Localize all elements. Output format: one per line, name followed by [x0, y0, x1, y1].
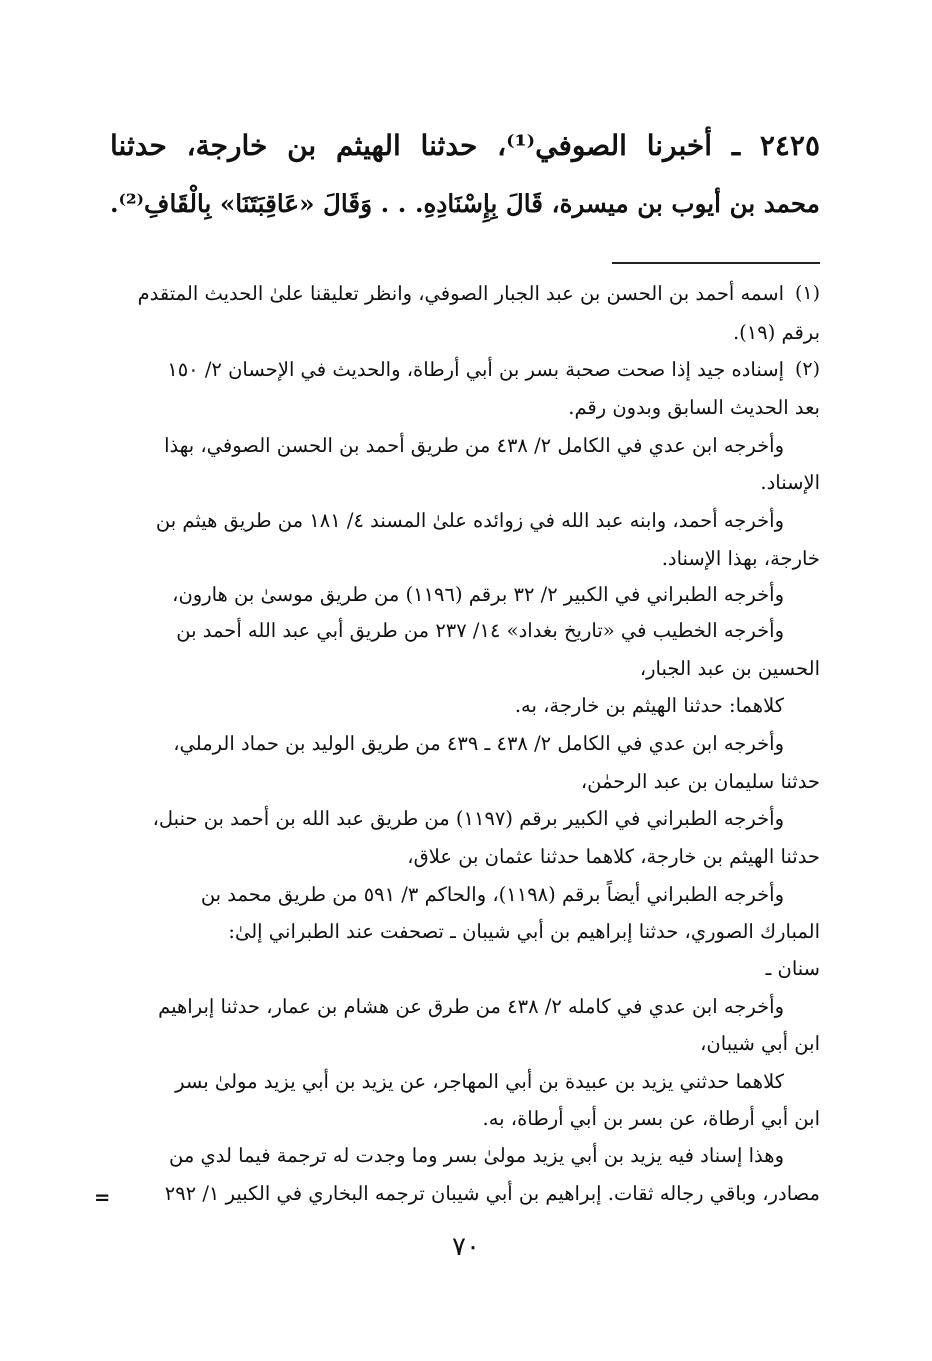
- footnote-line: اسمه أحمد بن الحسن بن عبد الجبار الصوفي، وانظر تعليقنا علىٰ الحديث المتقدم: [137, 282, 784, 305]
- main-text-line-1: ٢٤٢٥ ـ أخبرنا الصوفي⁽¹⁾، حدثنا الهيثم بن خارجة، حدثنا: [110, 129, 820, 162]
- footnote-line: وأخرجه الطبراني في الكبير ٢/ ٣٢ برقم (١١٩٦) من طريق موسىٰ بن هارون،: [172, 583, 784, 606]
- footnote-line: وأخرجه الطبراني أيضاً برقم (١١٩٨)، والحاكم ٣/ ٥٩١ من طريق محمد بن: [200, 883, 784, 906]
- footnote-separator: [612, 262, 820, 264]
- footnote-line: إسناده جيد إذا صحت صحبة بسر بن أبي أرطاة، والحديث في الإحسان ٢/ ١٥٠: [167, 358, 784, 381]
- page-number: ٧٠: [452, 1232, 480, 1262]
- footnote-line: وأخرجه أحمد، وابنه عبد الله في زوائده علىٰ المسند ٤/ ١٨١ من طريق هيثم بن: [155, 509, 784, 532]
- footnote-line: وأخرجه الطبراني في الكبير برقم (١١٩٧) من طريق عبد الله بن أحمد بن حنبل،: [152, 807, 784, 830]
- footnote-line: وأخرجه الخطيب في «تاريخ بغداد» ١٤/ ٢٣٧ من طريق أبي عبد الله أحمد بن: [176, 619, 784, 642]
- footnote-2-number: (٢): [794, 358, 820, 380]
- continuation-mark: =: [94, 1186, 111, 1209]
- footnote-line: ابن أبي شيبان،: [700, 1032, 820, 1055]
- footnote-line: كلاهما حدثني يزيد بن عبيدة بن أبي المهاجر، عن يزيد بن أبي يزيد مولىٰ بسر: [175, 1070, 784, 1093]
- footnote-line: ابن أبي أرطاة، عن بسر بن أبي أرطاة، به.: [482, 1107, 820, 1130]
- footnote-line: حدثنا سليمان بن عبد الرحمٰن،: [580, 770, 820, 793]
- footnote-line: كلاهما: حدثنا الهيثم بن خارجة، به.: [514, 694, 784, 717]
- footnote-line: خارجة، بهذا الإسناد.: [661, 547, 820, 570]
- footnote-line: برقم (١٩).: [732, 321, 820, 344]
- footnote-line: وأخرجه ابن عدي في الكامل ٢/ ٤٣٨ ـ ٤٣٩ من طريق الوليد بن حماد الرملي،: [173, 732, 784, 755]
- footnote-line: مصادر، وباقي رجاله ثقات. إبراهيم بن أبي شيبان ترجمه البخاري في الكبير ١/ ٢٩٢: [164, 1182, 820, 1205]
- footnote-line: سنان ـ: [765, 957, 820, 980]
- footnote-line: الإسناد.: [760, 471, 820, 494]
- footnote-line: الحسين بن عبد الجبار،: [639, 657, 820, 680]
- footnote-line: بعد الحديث السابق وبدون رقم.: [568, 396, 820, 419]
- footnote-line: المبارك الصوري، حدثنا إبراهيم بن أبي شيبان ـ تصحفت عند الطبراني إلىٰ:: [228, 920, 820, 943]
- footnote-1-number: (١): [794, 282, 820, 304]
- footnote-line: حدثنا الهيثم بن خارجة، كلاهما حدثنا عثمان بن علاق،: [407, 845, 820, 868]
- main-text-line-2: محمد بن أيوب بن ميسرة، قَالَ بِإِسْنَادِهِ. . . وَقَالَ «عَاقِبَتَنَا» بِالْقَافِ⁽²⁾.: [109, 189, 820, 218]
- footnote-line: وأخرجه ابن عدي في كامله ٢/ ٤٣٨ من طرق عن هشام بن عمار، حدثنا إبراهيم: [158, 995, 784, 1018]
- footnote-line: وأخرجه ابن عدي في الكامل ٢/ ٤٣٨ من طريق أحمد بن الحسن الصوفي، بهذا: [164, 434, 784, 457]
- footnote-line: وهذا إسناد فيه يزيد بن أبي يزيد مولىٰ بسر وما وجدت له ترجمة فيما لدي من: [168, 1144, 784, 1167]
